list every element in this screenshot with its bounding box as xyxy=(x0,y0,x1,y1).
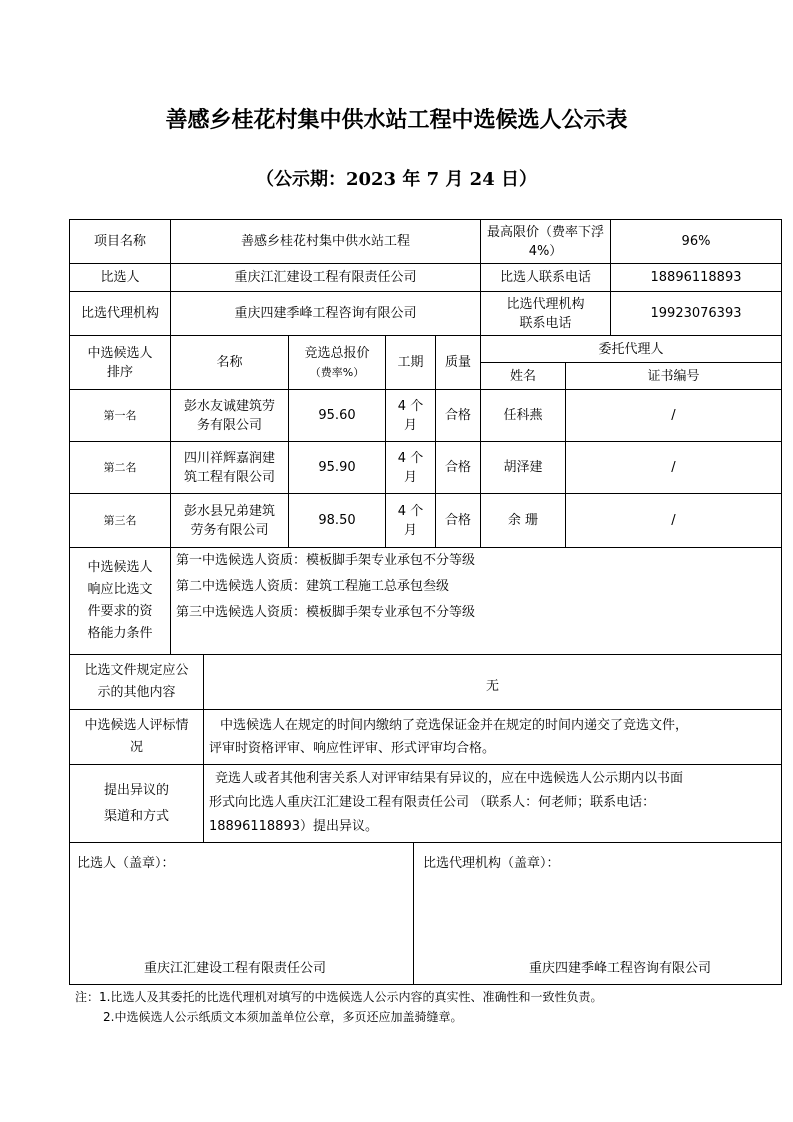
footnote-2: 2.中选候选人公示纸质文本须加盖单位公章，多页还应加盖骑缝章。 xyxy=(103,1010,463,1024)
objection-label-line-1: 提出异议的 xyxy=(103,782,169,798)
objection-line: 18896118893）提出异议。 xyxy=(209,819,378,834)
objection-label-line-2: 渠道和方式 xyxy=(103,808,169,824)
candidate-rank: 第一名 xyxy=(103,409,137,422)
other-content-value: 无 xyxy=(485,678,499,694)
candidate-quality: 合格 xyxy=(444,408,471,423)
evaluation-line: 中选候选人在规定的时间内缴纳了竞选保证金并在规定的时间内递交了竞选文件， xyxy=(220,718,689,733)
agent-name-header: 姓名 xyxy=(509,368,536,384)
candidate-agent: 胡泽建 xyxy=(503,460,543,475)
agency-phone-value: 19923076393 xyxy=(650,306,742,321)
other-content-label-line-1: 比选文件规定应公 xyxy=(84,663,189,678)
qualification-label-line-4: 格能力条件 xyxy=(87,626,153,641)
project-name-label: 项目名称 xyxy=(93,234,146,249)
agency-phone-label-line-1: 比选代理机构 xyxy=(506,296,585,312)
candidate-price: 95.90 xyxy=(318,460,356,475)
other-content-label xyxy=(70,655,203,709)
candidate-period xyxy=(386,390,435,441)
candidate-period-line-2: 月 xyxy=(403,469,417,485)
candidate-cert: / xyxy=(671,408,676,423)
purchaser-seal-name: 重庆江汇建设工程有限责任公司 xyxy=(143,960,326,976)
candidate-name xyxy=(171,390,288,441)
evaluation-label xyxy=(70,710,203,764)
table-rule xyxy=(413,842,414,984)
candidate-period-line-1: 4 个 xyxy=(397,503,424,519)
max-price-label: 最高限价（费率下浮 4%） xyxy=(487,224,605,259)
footnote-1: 注：1.比选人及其委托的比选代理机对填写的中选候选人公示内容的真实性、准确性和一致性负责。 xyxy=(75,990,603,1004)
price-header-line-2: （费率%） xyxy=(309,365,365,379)
candidate-agent: 余 珊 xyxy=(507,513,539,528)
candidate-period xyxy=(386,442,435,493)
table-rule xyxy=(170,547,171,654)
purchaser-phone-value: 18896118893 xyxy=(650,270,742,285)
agency-seal-name: 重庆四建季峰工程咨询有限公司 xyxy=(528,960,711,976)
project-name-value: 善感乡桂花村集中供水站工程 xyxy=(240,234,410,249)
table-rule xyxy=(69,842,782,843)
purchaser-value: 重庆江汇建设工程有限责任公司 xyxy=(234,270,417,285)
purchaser-phone-label: 比选人联系电话 xyxy=(499,270,591,285)
candidate-name-line-1: 彭水县兄弟建筑 xyxy=(183,503,275,519)
candidate-name-line-1: 彭水友诚建筑劳 xyxy=(183,398,275,414)
rank-header-line-1: 中选候选人 xyxy=(87,345,153,361)
agency-value: 重庆四建季峰工程咨询有限公司 xyxy=(234,306,417,321)
qualification-label-line-3: 件要求的资 xyxy=(87,604,153,619)
max-price-value: 96% xyxy=(681,234,711,249)
qualification-label-line-2: 响应比选文 xyxy=(87,582,153,597)
candidate-name-line-2: 劳务有限公司 xyxy=(190,522,269,538)
qualification-line: 第一中选候选人资质：模板脚手架专业承包不分等级 xyxy=(176,553,476,568)
candidate-price: 95.60 xyxy=(318,408,356,423)
agent-header: 委托代理人 xyxy=(598,341,664,357)
candidate-period-line-1: 4 个 xyxy=(397,398,424,414)
candidate-period xyxy=(386,494,435,547)
candidate-price: 98.50 xyxy=(318,513,356,528)
price-header xyxy=(289,336,385,389)
evaluation-content xyxy=(209,714,779,762)
table-rule xyxy=(781,219,782,985)
agency-seal-label: 比选代理机构（盖章）： xyxy=(423,856,560,871)
objection-label xyxy=(70,765,203,842)
agency-phone-label-line-2: 联系电话 xyxy=(519,315,572,331)
purchaser-label: 比选人 xyxy=(100,270,140,285)
candidate-agent: 任科燕 xyxy=(503,408,543,423)
quality-header: 质量 xyxy=(444,355,471,370)
candidate-name-line-2: 筑工程有限公司 xyxy=(183,469,275,485)
agent-cert-header: 证书编号 xyxy=(647,368,700,384)
period-header: 工期 xyxy=(397,355,424,370)
qualification-label xyxy=(70,548,170,654)
agency-phone-label xyxy=(481,292,610,335)
publicity-period: （公示期：2023 年 7 月 24 日） xyxy=(255,169,537,190)
agency-label: 比选代理机构 xyxy=(80,306,159,321)
evaluation-label-line-2: 况 xyxy=(129,740,143,755)
purchaser-seal-label: 比选人（盖章）： xyxy=(77,856,175,871)
qualification-line: 第三中选候选人资质：模板脚手架专业承包不分等级 xyxy=(176,605,476,620)
candidate-name-line-1: 四川祥辉嘉润建 xyxy=(183,450,275,466)
rank-header-line-2: 排序 xyxy=(106,364,133,380)
evaluation-label-line-1: 中选候选人评标情 xyxy=(84,718,189,733)
candidate-name xyxy=(171,494,288,547)
candidate-rank: 第三名 xyxy=(103,514,137,527)
page-title: 善感乡桂花村集中供水站工程中选候选人公示表 xyxy=(165,107,628,133)
evaluation-line: 评审时资格评审、响应性评审、形式评审均合格。 xyxy=(209,741,496,756)
objection-line: 竞选人或者其他利害关系人对评审结果有异议的，应在中选候选人公示期内以书面 xyxy=(215,771,684,786)
table-rule xyxy=(69,984,782,985)
candidate-period-line-2: 月 xyxy=(403,417,417,433)
candidate-cert: / xyxy=(671,513,676,528)
candidate-name-line-2: 务有限公司 xyxy=(196,417,262,433)
objection-content xyxy=(209,767,779,841)
other-content-label-line-2: 示的其他内容 xyxy=(97,685,176,700)
candidate-quality: 合格 xyxy=(444,460,471,475)
candidate-quality: 合格 xyxy=(444,513,471,528)
candidate-period-line-2: 月 xyxy=(403,522,417,538)
qualification-line: 第二中选候选人资质：建筑工程施工总承包叁级 xyxy=(176,579,450,594)
qualification-label-line-1: 中选候选人 xyxy=(87,560,153,575)
candidate-rank: 第二名 xyxy=(103,461,137,474)
price-header-line-1: 竞选总报价 xyxy=(304,345,370,361)
objection-line: 形式向比选人重庆江汇建设工程有限责任公司 （联系人：何老师；联系电话： xyxy=(209,795,656,810)
candidate-period-line-1: 4 个 xyxy=(397,450,424,466)
rank-header xyxy=(70,336,170,389)
qualification-content xyxy=(176,548,776,654)
name-header: 名称 xyxy=(216,355,243,370)
candidate-name xyxy=(171,442,288,493)
candidate-cert: / xyxy=(671,460,676,475)
